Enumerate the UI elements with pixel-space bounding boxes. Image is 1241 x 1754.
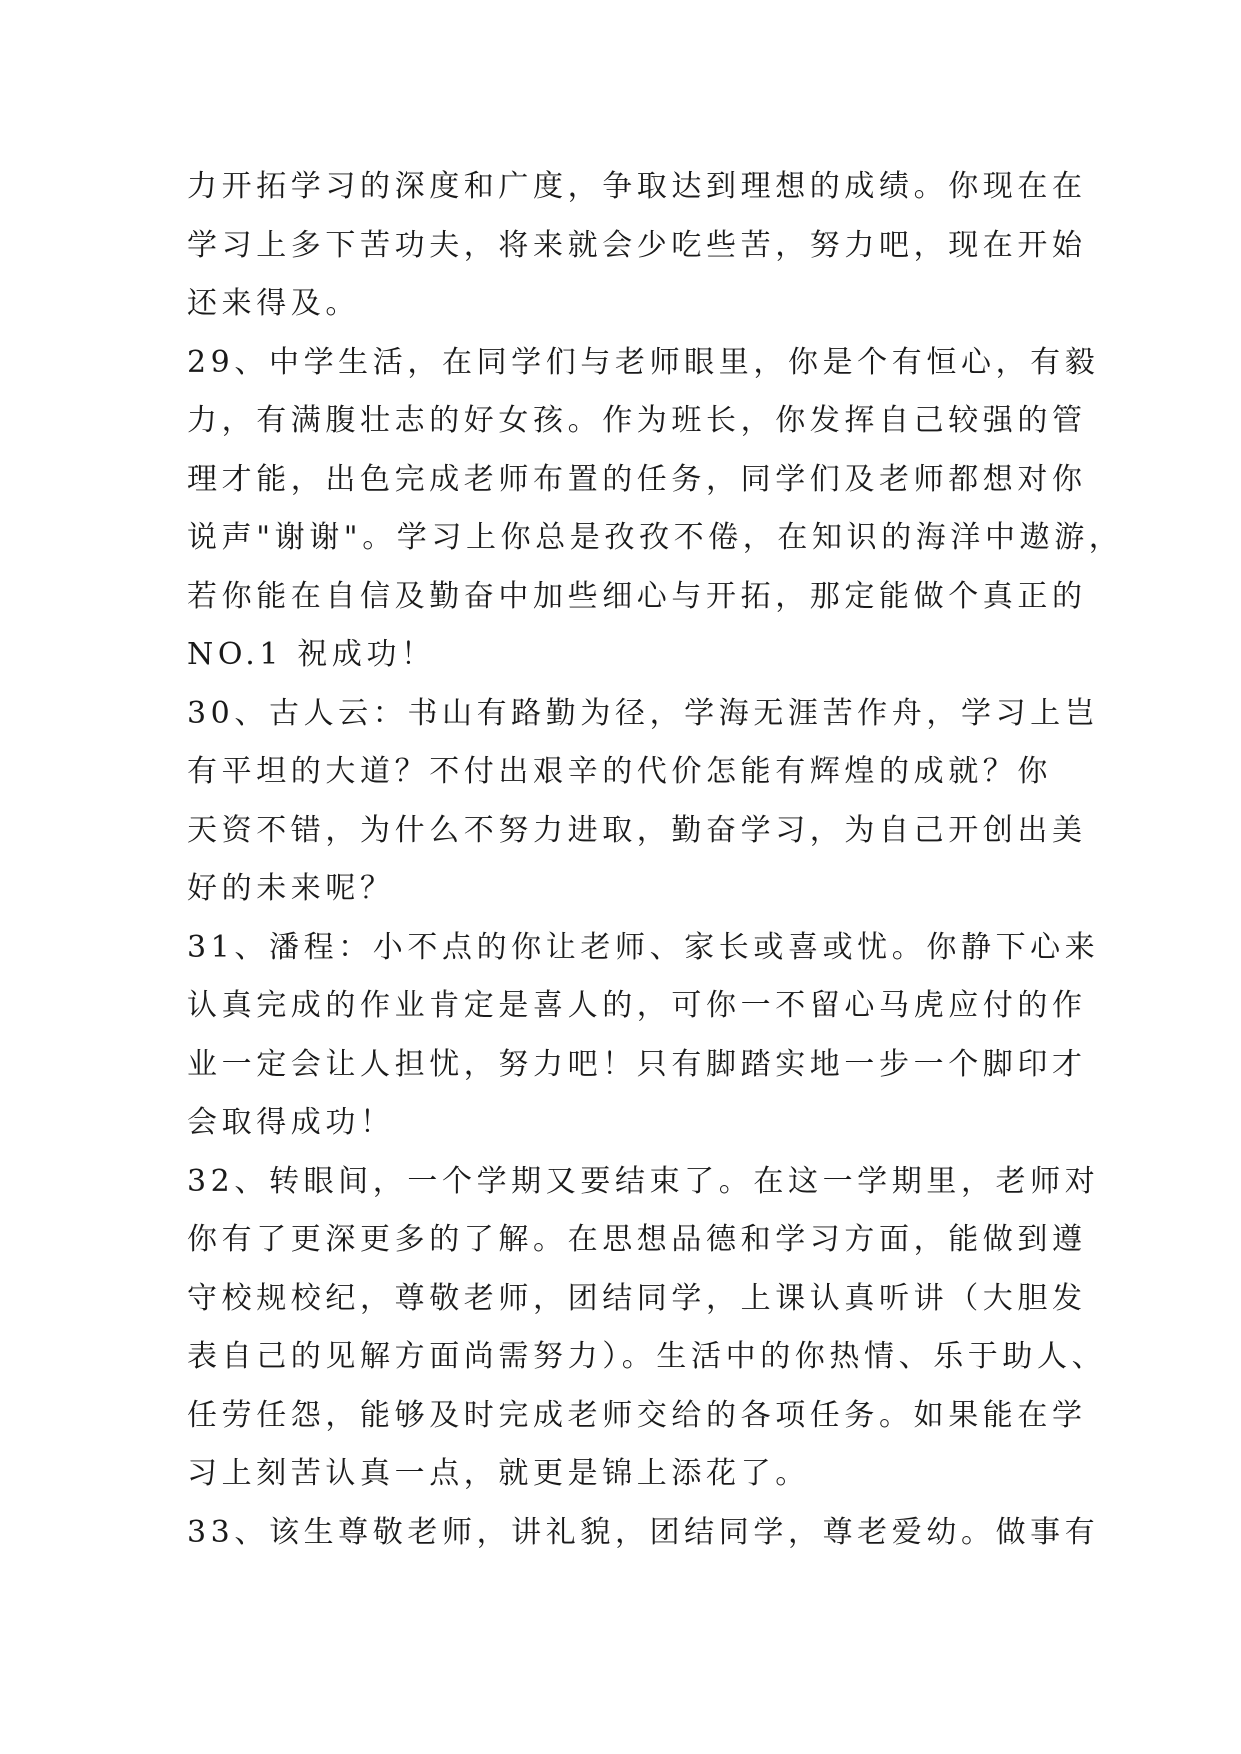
text-line: 学习上多下苦功夫，将来就会少吃些苦，努力吧，现在开始 — [187, 227, 1087, 263]
text-line: NO.1 祝成功！ — [187, 637, 436, 672]
text-line: 32、转眼间，一个学期又要结束了。在这一学期里，老师对 — [187, 1163, 1100, 1199]
text-line: 习上刻苦认真一点，就更是锦上添花了。 — [187, 1456, 810, 1491]
document-body — [187, 158, 1124, 1562]
text-line: 任劳任怨，能够及时完成老师交给的各项任务。如果能在学 — [187, 1397, 1087, 1433]
text-line: 29、中学生活，在同学们与老师眼里，你是个有恒心，有毅 — [187, 344, 1100, 380]
text-line: 认真完成的作业肯定是喜人的，可你一不留心马虎应付的作 — [187, 988, 1087, 1023]
text-line: 你有了更深更多的了解。在思想品德和学习方面，能做到遵 — [187, 1222, 1087, 1257]
text-line: 还来得及。 — [187, 286, 360, 321]
text-line: 说声"谢谢"。学习上你总是孜孜不倦，在知识的海洋中遨游， — [187, 520, 1124, 555]
text-line: 业一定会让人担忧，努力吧！只有脚踏实地一步一个脚印才 — [187, 1046, 1087, 1082]
text-line: 守校规校纪，尊敬老师，团结同学，上课认真听讲（大胆发 — [187, 1280, 1087, 1316]
text-line: 若你能在自信及勤奋中加些细心与开拓，那定能做个真正的 — [187, 578, 1087, 614]
text-line: 会取得成功！ — [187, 1105, 395, 1140]
text-line: 理才能，出色完成老师布置的任务，同学们及老师都想对你 — [187, 461, 1087, 497]
text-line: 31、潘程：小不点的你让老师、家长或喜或忧。你静下心来 — [187, 929, 1100, 965]
text-line: 33、该生尊敬老师，讲礼貌，团结同学，尊老爱幼。做事有 — [187, 1514, 1100, 1550]
text-line: 力，有满腹壮志的好女孩。作为班长，你发挥自己较强的管 — [187, 403, 1087, 438]
text-line: 天资不错，为什么不努力进取，勤奋学习，为自己开创出美 — [187, 812, 1087, 848]
text-line: 30、古人云：书山有路勤为径，学海无涯苦作舟，学习上岂 — [187, 695, 1100, 731]
text-line: 表自己的见解方面尚需努力）。生活中的你热情、乐于助人、 — [187, 1339, 1107, 1374]
text-line: 好的未来呢？ — [187, 871, 395, 906]
text-line: 力开拓学习的深度和广度，争取达到理想的成绩。你现在在 — [187, 169, 1087, 204]
text-line: 有平坦的大道？不付出艰辛的代价怎能有辉煌的成就？你 — [187, 754, 1052, 789]
